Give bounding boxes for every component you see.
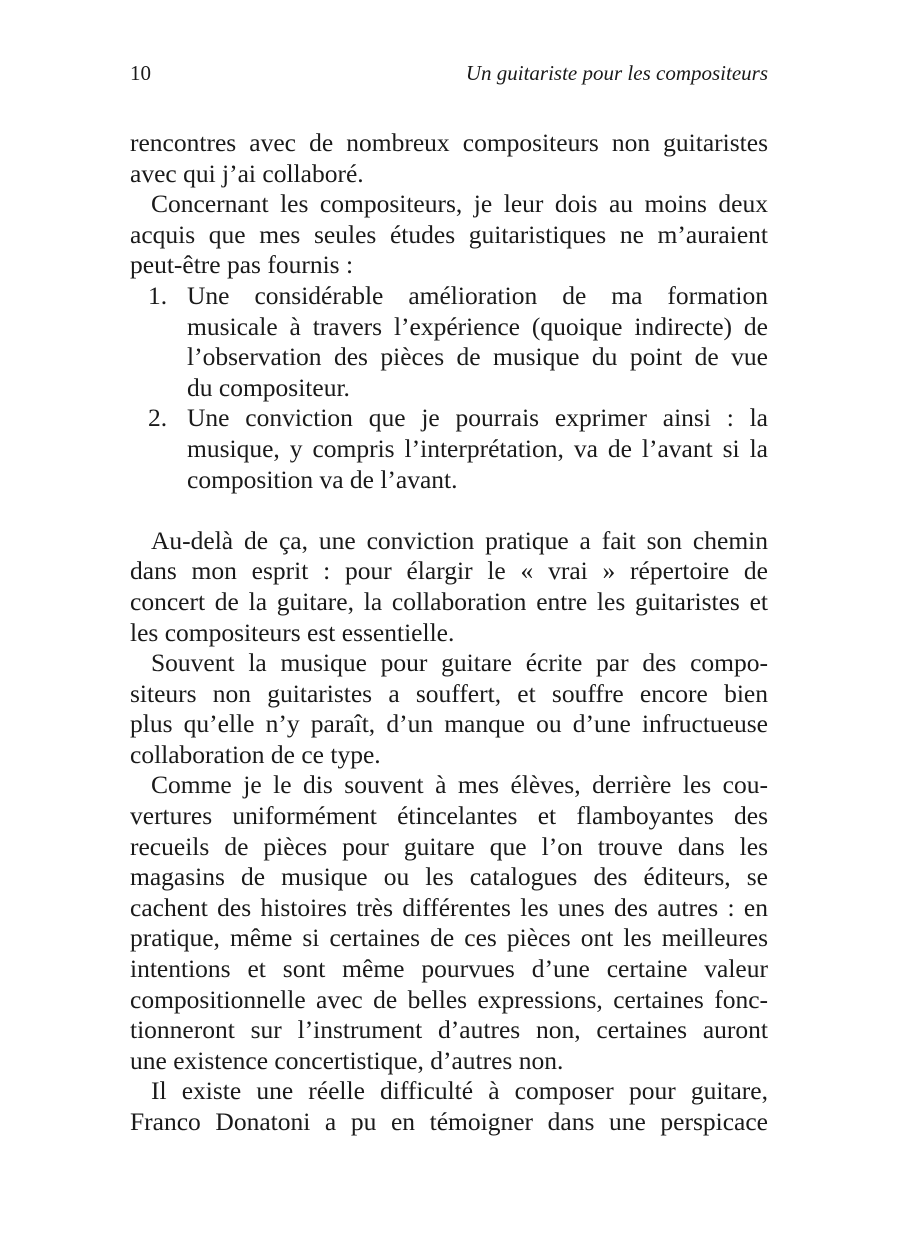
text-line: Franco Donatoni a pu en témoigner dans une perspicace: [130, 1107, 768, 1136]
paragraph: [130, 770, 768, 1076]
running-title: Un guitariste pour les compositeurs: [465, 61, 768, 85]
text-line: acquis que mes seules études guitaristiques ne m’auraient: [130, 219, 768, 249]
list-number: 2.: [148, 403, 168, 433]
page-number: 10: [130, 61, 151, 85]
text-line: compositionnelle avec de belles expressions, certaines fonc-: [130, 984, 768, 1014]
list-item: [130, 281, 768, 403]
text-line: cachent des histoires très différentes les unes des autres : en: [130, 892, 768, 922]
text-line: peut-être pas fournis :: [130, 250, 354, 280]
text-line: concert de la guitare, la collaboration entre les guitaristes et: [130, 586, 768, 616]
text-line: collaboration de ce type.: [130, 739, 381, 769]
text-line: les compositeurs est essentielle.: [130, 617, 455, 647]
text-line: recueils de pièces pour guitare que l’on trouve dans les: [130, 831, 768, 861]
text-line: magasins de musique ou les catalogues des éditeurs, se: [130, 862, 768, 892]
text-line: tionneront sur l’instrument d’autres non, certaines auront: [130, 1015, 768, 1045]
text-line: avec qui j’ai collaboré.: [130, 158, 364, 188]
body-text: [130, 128, 768, 1138]
text-line: composition va de l’avant.: [187, 464, 458, 494]
text-line: musique, y compris l’interprétation, va de l’avant si la: [187, 433, 768, 463]
paragraph: [130, 128, 768, 189]
text-line: du compositeur.: [187, 372, 350, 402]
text-line: [130, 281, 768, 312]
list-line-text: Une considérable amélioration de ma formation: [187, 280, 768, 310]
numbered-list: [130, 281, 768, 495]
running-head: [130, 58, 768, 88]
paragraph: [130, 526, 768, 648]
paragraph: [130, 648, 768, 770]
text-line: [130, 403, 768, 434]
text-line: pratique, même si certaines de ces pièces ont les meilleures: [130, 923, 768, 953]
text-line: Comme je le dis souvent à mes élèves, derrière les cou-: [151, 770, 768, 800]
text-line: plus qu’elle n’y paraît, d’un manque ou d’une infructueuse: [130, 709, 768, 739]
paragraph: [130, 189, 768, 281]
list-item: [130, 403, 768, 495]
paragraph-gap: [130, 495, 768, 526]
text-line: Concernant les compositeurs, je leur dois au moins deux: [151, 189, 768, 219]
text-line: une existence concertistique, d’autres non.: [130, 1045, 564, 1075]
text-line: l’observation des pièces de musique du point de vue: [187, 342, 768, 372]
text-line: rencontres avec de nombreux compositeurs non guitaristes: [130, 128, 768, 157]
paragraph: [130, 1076, 768, 1137]
text-line: Au-delà de ça, une conviction pratique a fait son chemin: [151, 525, 768, 555]
text-line: Il existe une réelle difficulté à composer pour guitare,: [151, 1076, 768, 1106]
text-line: musicale à travers l’expérience (quoique indirecte) de: [187, 311, 768, 341]
text-line: siteurs non guitaristes a souffert, et souffre encore bien: [130, 678, 768, 708]
list-line-text: Une conviction que je pourrais exprimer ainsi : la: [187, 403, 768, 433]
list-number: 1.: [148, 280, 168, 310]
text-line: vertures uniformément étincelantes et flamboyantes des: [130, 801, 768, 831]
text-line: dans mon esprit : pour élargir le « vrai » répertoire de: [130, 556, 768, 586]
text-line: intentions et sont même pourvues d’une certaine valeur: [130, 954, 768, 984]
text-line: Souvent la musique pour guitare écrite par des compo-: [151, 648, 768, 678]
